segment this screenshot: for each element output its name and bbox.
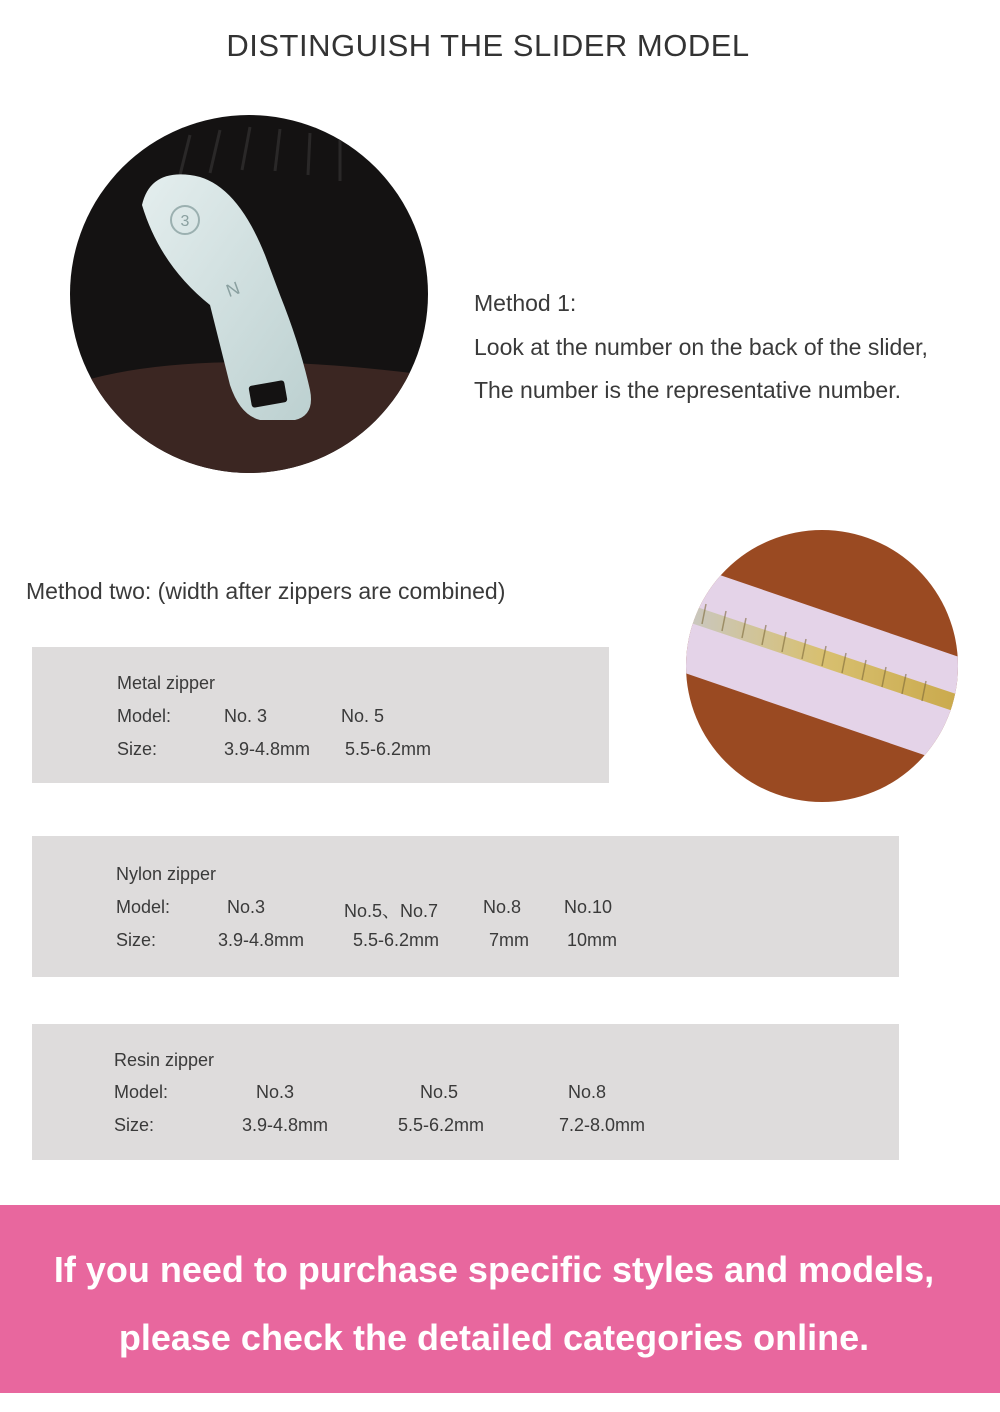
metal-model-label: Model: bbox=[117, 706, 172, 726]
purchase-banner bbox=[0, 1205, 1000, 1393]
method2-heading: Method two: (width after zippers are combined) bbox=[26, 578, 506, 604]
resin-model-1: No.3 bbox=[256, 1082, 295, 1102]
nylon-zipper-table bbox=[32, 836, 899, 977]
method1-line1: Look at the number on the back of the slider, bbox=[474, 334, 928, 360]
nylon-model-2: No.5、No.7 bbox=[344, 901, 439, 921]
metal-title: Metal zipper bbox=[117, 673, 216, 693]
slider-photo bbox=[70, 115, 428, 473]
resin-model-label: Model: bbox=[114, 1082, 169, 1102]
resin-size-2: 5.5-6.2mm bbox=[398, 1115, 485, 1135]
nylon-size-2: 5.5-6.2mm bbox=[353, 930, 440, 950]
metal-model-1: No. 3 bbox=[224, 706, 268, 726]
metal-size-1: 3.9-4.8mm bbox=[224, 739, 311, 759]
page-title: DISTINGUISH THE SLIDER MODEL bbox=[226, 28, 750, 63]
slider-number-mark: 3 bbox=[180, 213, 190, 230]
resin-title: Resin zipper bbox=[114, 1050, 215, 1070]
nylon-size-label: Size: bbox=[116, 930, 157, 950]
nylon-model-4: No.10 bbox=[564, 897, 613, 917]
banner-line2: please check the detailed categories online. bbox=[118, 1317, 870, 1358]
metal-model-2: No. 5 bbox=[341, 706, 385, 726]
resin-model-2: No.5 bbox=[420, 1082, 459, 1102]
resin-size-1: 3.9-4.8mm bbox=[242, 1115, 329, 1135]
nylon-size-4: 10mm bbox=[567, 930, 618, 950]
slider-letter-mark: N bbox=[223, 277, 243, 301]
resin-zipper-table bbox=[32, 1024, 899, 1160]
resin-model-3: No.8 bbox=[568, 1082, 607, 1102]
nylon-model-3: No.8 bbox=[483, 897, 522, 917]
metal-size-2: 5.5-6.2mm bbox=[345, 739, 432, 759]
nylon-model-1: No.3 bbox=[227, 897, 266, 917]
resin-size-3: 7.2-8.0mm bbox=[559, 1115, 646, 1135]
resin-size-label: Size: bbox=[114, 1115, 155, 1135]
nylon-title: Nylon zipper bbox=[116, 864, 217, 884]
nylon-model-label: Model: bbox=[116, 897, 171, 917]
method1-heading: Method 1: bbox=[474, 290, 577, 316]
nylon-size-1: 3.9-4.8mm bbox=[218, 930, 305, 950]
metal-zipper-table bbox=[32, 647, 609, 783]
method1-line2: The number is the representative number. bbox=[474, 377, 902, 403]
banner-line1: If you need to purchase specific styles and models, bbox=[53, 1249, 935, 1290]
metal-size-label: Size: bbox=[117, 739, 158, 759]
zipper-photo bbox=[686, 530, 958, 802]
nylon-size-3: 7mm bbox=[489, 930, 529, 950]
